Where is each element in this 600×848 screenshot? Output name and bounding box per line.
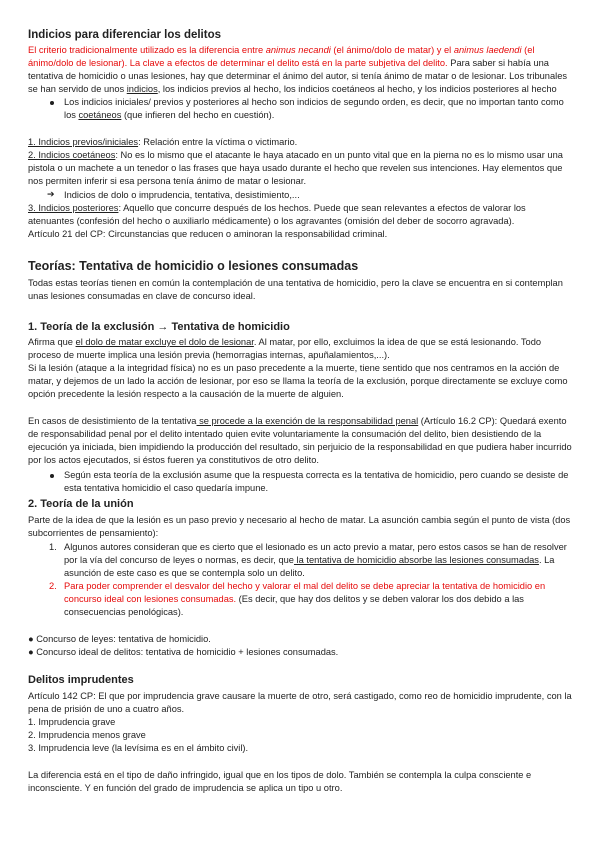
union-item-underlined: la tentativa de homicidio absorbe las lesiones consumadas (293, 555, 539, 565)
exclusion-text: . Al matar, por ello, excluimos la idea de que se está lesionando. Todo proceso de muerte implica una lesión previa (hemorragias internas, apuñalamientos,...). (28, 337, 542, 360)
exclusion-bullet-item (28, 469, 572, 495)
articulo-21: Artículo 21 del CP: Circunstancias que reducen o aminoran la responsabilidad criminal. (28, 229, 388, 239)
intro-red-text: El criterio tradicionalmente utilizado es la diferencia entre (28, 45, 266, 55)
section-title-imprudentes: Delitos imprudentes (28, 674, 134, 686)
indicio-label: 2. Indicios coetáneos (28, 150, 116, 160)
exclusion-paragraph-1 (28, 336, 572, 362)
arrow-item-text: Indicios de dolo o imprudencia, tentativa, desistimiento,... (64, 190, 300, 200)
section-title-indicios: Indicios para diferenciar los delitos (28, 29, 222, 41)
articulo-142: Artículo 142 CP: El que por imprudencia grave causare la muerte de otro, será castigado, como reo de homicidio imprudente, con la pena de prisión de uno a cuatro años. (28, 691, 572, 714)
union-item-1 (28, 541, 572, 580)
conclusion-paragraph: La diferencia está en el tipo de daño infringido, igual que en los tipos de dolo. También se contempla la culpa consciente e inconsciente. Y en función del grado de imprudencia se aplica un tipo u otro. (28, 770, 532, 793)
heading-teoria-exclusion: 1. Teoría de la exclusión → Tentativa de homicidio (28, 321, 290, 333)
grado-imprudencia: 1. Imprudencia grave (28, 717, 116, 727)
section-teorias (28, 258, 572, 659)
indicio-text: : No es lo mismo que el atacante le haya atacado en un punto vital que en la pierna no es lo mismo usar una pistola o un machete a un tenedor o las frases que haya usado durante el hecho que revelen sus intenciones. Hay elementos que nos permiten inferir si esa persona tenía ánimo de matar o lesionar. (28, 150, 563, 186)
concurso-ideal: ● Concurso ideal de delitos: tentativa de homicidio + lesiones consumadas. (28, 647, 339, 657)
union-intro: Parte de la idea de que la lesión es un paso previo y necesario al hecho de matar. La asunción cambia según el punto de vista (dos subcorrientes de pensamiento): (28, 515, 571, 538)
desistimiento-text: En casos de desistimiento de la tentativa (28, 416, 197, 426)
intro-text: , los indicios previos al hecho, los indicios coetáneos al hecho, y los indicios posteriores al hecho (157, 84, 557, 94)
desistimiento-underlined: se procede a la exención de la responsabilidad penal (196, 416, 419, 426)
term-coetaneos: coetáneos (78, 110, 122, 120)
indicio-posteriores (28, 202, 572, 228)
intro-red-text: (el ánimo/dolo de matar) y el (330, 45, 454, 55)
desistimiento-text: (Artículo 16.2 CP): Quedará exento de responsabilidad penal por el delito intentado quien evite voluntariamente la consumación del delito, bien desistiendo de la ejecución ya iniciada, bien impidiendo la producción del resultado, sin perjuicio de la responsabilidad en que pudiera haber incurrido por los actos ejecutados, si éstos fueren ya constitutivos de otro delito. (28, 416, 572, 465)
intro-paragraph (28, 44, 572, 96)
arrow-item (28, 189, 572, 202)
indicio-text: : Aquello que concurre después de los hechos. Puede que sean relevantes a efectos de valorar los atenuantes (confesión del hecho o auxiliarlo médicamente) o los agravantes (omisión del deber de socorro agravada). (28, 203, 526, 226)
indicio-coetaneos (28, 149, 572, 188)
teorias-intro: Todas estas teorías tienen en común la contemplación de una tentativa de homicidio, pero la clave se encuentra en si contemplan unas lesiones consumadas en clave de concurso ideal. (28, 278, 563, 301)
union-item-text: (Es decir, que hay dos delitos y se deben valorar los dos debido a las consecuencias penológicas). (64, 594, 524, 617)
note-text: (que infieren del hecho en cuestión). (121, 110, 275, 120)
section-indicios (28, 28, 572, 241)
grado-imprudencia: 3. Imprudencia leve (la levísima es en el ámbito civil). (28, 743, 249, 753)
list-number: 1. (49, 542, 57, 552)
concurso-leyes: ● Concurso de leyes: tentativa de homicidio. (28, 634, 211, 644)
exclusion-bullet-text: Según esta teoría de la exclusión asume que la respuesta correcta es la tentativa de homicidio, pero cuando se desiste de esta tentativa homicidio el caso quedaría impune. (64, 470, 569, 493)
union-item-text: Algunos autores consideran que es cierto que el lesionado es un acto previo a matar, pero estos casos se han de resolver por la vía del concurso de leyes o normas, es decir, que (64, 542, 567, 565)
intro-text: Para saber si había una tentativa de homicidio o unas lesiones, hay que determinar el ánimo del autor, si tenía ánimo de matar o de lesionar. Los tribunales se han servido de unos (28, 58, 568, 94)
desistimiento-paragraph (28, 415, 572, 467)
list-number: 2. (49, 581, 57, 591)
exclusion-underlined: el dolo de matar excluye el dolo de lesionar (75, 337, 254, 347)
heading-teoria-union: 2. Teoría de la unión (28, 498, 134, 510)
indicio-label: 3. Indicios posteriores (28, 203, 119, 213)
union-item-red-text: Para poder comprender el desvalor del hecho y valorar el mal del delito se debe apreciar la tentativa de homicidio en concurso ideal con lesiones consumadas. (64, 581, 546, 604)
term-animus-necandi: animus necandi (265, 45, 331, 55)
term-animus-laedendi: animus laedendi (453, 45, 522, 55)
section-title-teorias: Teorías: Tentativa de homicidio o lesiones consumadas (28, 259, 359, 273)
exclusion-text: Afirma que (28, 337, 76, 347)
union-item-text: . La asunción de este caso es que se contempla solo un delito. (64, 555, 555, 578)
section-imprudentes (28, 673, 572, 795)
indicio-label: 1. Indicios previos/iniciales (28, 137, 139, 147)
exclusion-paragraph-2: Si la lesión (ataque a la integridad física) no es un paso precedente a la muerte, tiene sentido que nos centramos en la acción de matar, y dejemos de un lado la acción de lesionar, por eso se llama la teoría de la exclusión, porque directamente se excluye como opción precedente la lesión respecto a la causación de la muerte de alguien. (28, 363, 568, 399)
arrow-right-icon: ➔ (47, 190, 55, 200)
note-text: Los indicios iniciales/ previos y posteriores al hecho son indicios de segundo orden, es decir, que no importan tanto como los (64, 97, 564, 120)
bullet-icon (50, 101, 54, 105)
bullet-icon (50, 474, 54, 478)
term-indicios: indicios (126, 84, 158, 94)
indicio-text: : Relación entre la víctima o victimario. (138, 137, 298, 147)
grado-imprudencia: 2. Imprudencia menos grave (28, 730, 146, 740)
union-item-2 (28, 580, 572, 619)
indicio-previos (28, 136, 572, 149)
note-bullet-item (28, 96, 572, 122)
intro-red-text: (el ánimo/dolo de lesionar). La clave a efectos de determinar el delito está en la parte subjetiva del delito. (28, 45, 535, 68)
